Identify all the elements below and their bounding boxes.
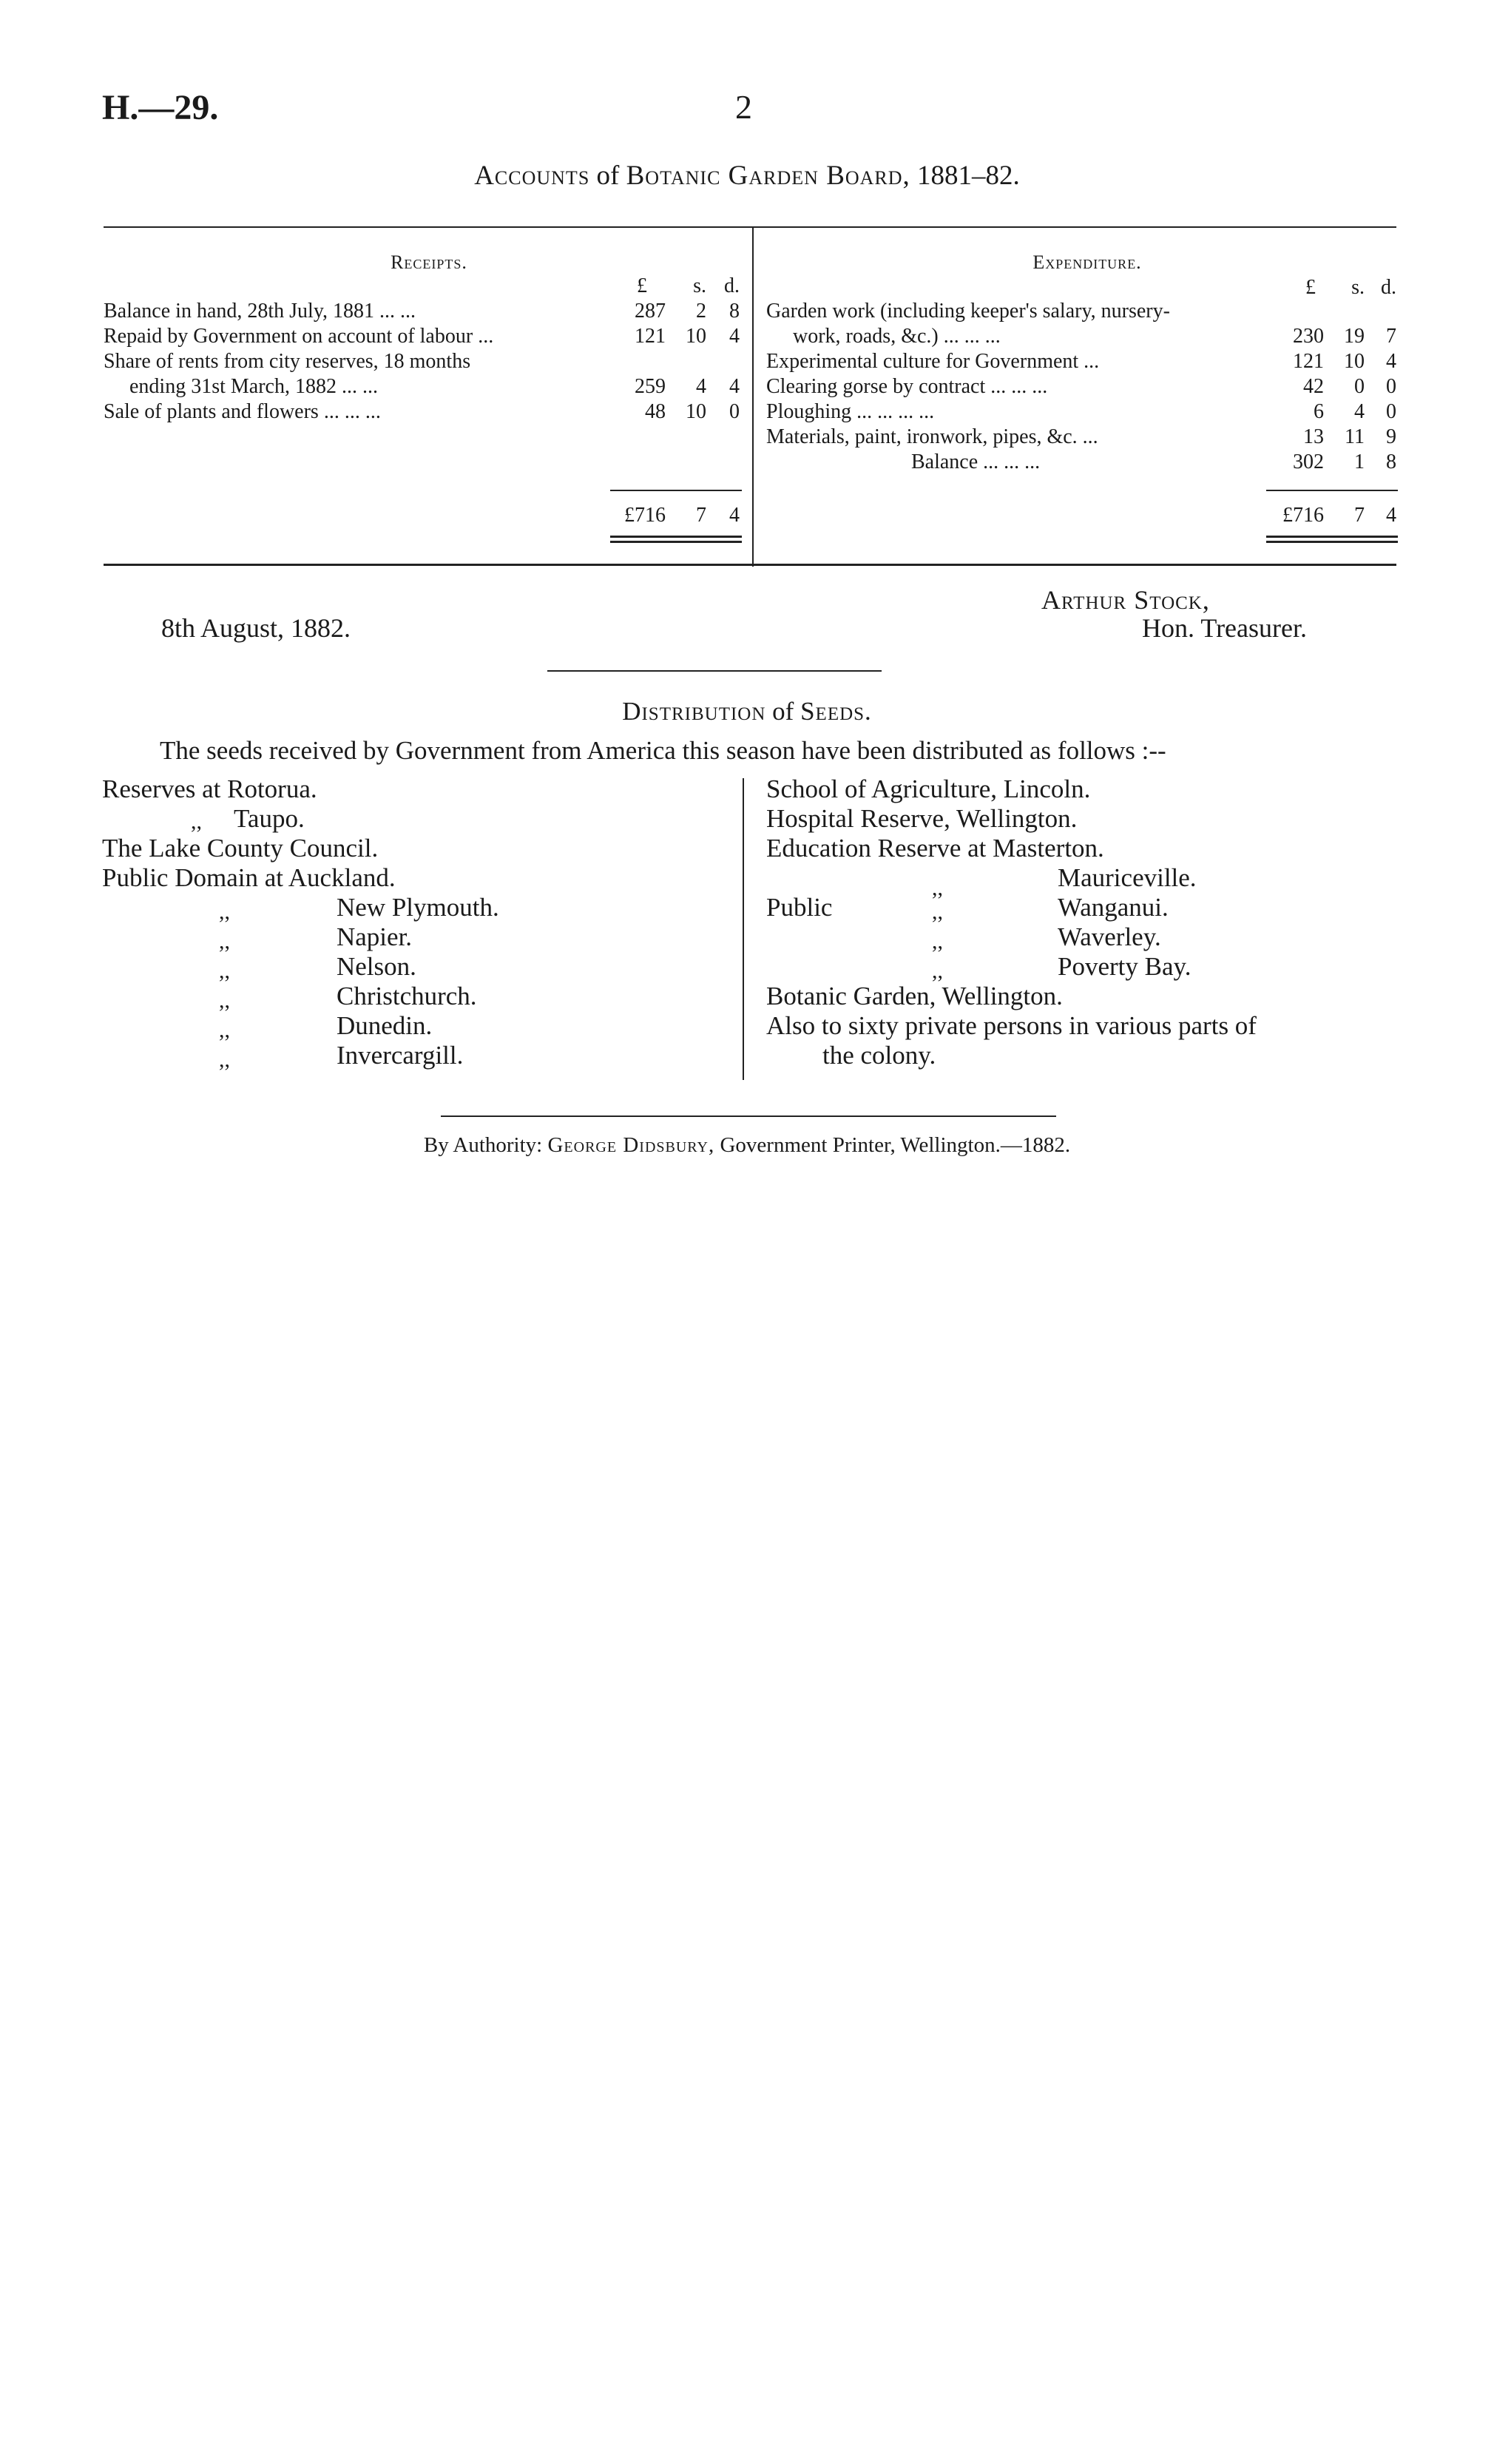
receipts-heading: Receipts. xyxy=(391,252,467,273)
expenditure-double-rule-bottom xyxy=(1266,541,1398,543)
page-title xyxy=(0,160,1494,192)
list-item: Hospital Reserve, Wellington. xyxy=(766,804,1078,833)
list-item: Poverty Bay. xyxy=(1058,952,1192,981)
imprint-rest: Government Printer, Wellington.—1882. xyxy=(720,1133,1071,1157)
title-main: Botanic Garden Board, xyxy=(626,161,910,191)
table-top-rule xyxy=(104,226,1396,228)
public-label: Public xyxy=(766,893,833,922)
expenditure-total-shillings: 7 xyxy=(1354,504,1365,527)
ditto-mark: ,, xyxy=(932,959,943,983)
expenditure-row-label: Ploughing ... ... ... ... xyxy=(766,400,935,423)
receipt-row-shillings: 4 xyxy=(696,375,706,398)
receipts-pound-header: £ xyxy=(637,274,647,297)
receipt-row-pounds: 287 xyxy=(635,300,666,323)
receipts-total-pounds: £716 xyxy=(624,504,666,527)
ditto-mark: ,, xyxy=(191,809,202,834)
footer-divider xyxy=(441,1115,1056,1117)
distribution-column-divider xyxy=(743,778,744,1080)
expenditure-total-pence: 4 xyxy=(1386,504,1396,527)
expenditure-row-label: work, roads, &c.) ... ... ... xyxy=(793,325,1001,348)
ditto-mark: ,, xyxy=(219,988,230,1013)
expenditure-row-label: Experimental culture for Government ... xyxy=(766,350,1100,373)
expenditure-row-pounds: 42 xyxy=(1303,375,1324,398)
expenditure-row-shillings: 1 xyxy=(1354,450,1365,473)
receipt-row-pounds: 48 xyxy=(645,400,666,423)
ditto-mark: ,, xyxy=(219,959,230,983)
ditto-mark: ,, xyxy=(219,1018,230,1042)
receipt-row-label: Repaid by Government on account of labour ... xyxy=(104,325,494,348)
ditto-mark: ,, xyxy=(219,929,230,953)
expenditure-row-label: Materials, paint, ironwork, pipes, &c. ... xyxy=(766,425,1098,448)
list-item: Public Domain at Auckland. xyxy=(102,863,396,892)
distribution-intro: The seeds received by Government from America this season have been distributed as follows :-- xyxy=(160,736,1166,765)
receipt-row-pounds: 121 xyxy=(635,325,666,348)
receipt-row-pence: 4 xyxy=(729,325,740,348)
ditto-mark: ,, xyxy=(932,929,943,953)
receipts-shilling-header: s. xyxy=(693,274,706,297)
receipt-row-label: Sale of plants and flowers ... ... ... xyxy=(104,400,381,423)
distribution-title-of: of xyxy=(772,697,794,726)
list-item: Wanganui. xyxy=(1058,893,1169,922)
receipt-row-shillings: 10 xyxy=(686,325,706,348)
list-item: The Lake County Council. xyxy=(102,834,379,863)
list-item: the colony. xyxy=(822,1041,936,1070)
expenditure-row-pounds: 13 xyxy=(1303,425,1324,448)
receipt-row-shillings: 2 xyxy=(696,300,706,323)
expenditure-row-pounds: 121 xyxy=(1293,350,1324,373)
document-code: H.—29. xyxy=(102,88,219,127)
expenditure-row-pounds: 230 xyxy=(1293,325,1324,348)
expenditure-row-pounds: 6 xyxy=(1314,400,1324,423)
receipts-total-shillings: 7 xyxy=(696,504,706,527)
receipt-row-pence: 8 xyxy=(729,300,740,323)
receipts-double-rule-top xyxy=(610,536,742,538)
list-item: Reserves at Rotorua. xyxy=(102,774,317,803)
list-item: New Plymouth. xyxy=(337,893,499,922)
list-item: Mauriceville. xyxy=(1058,863,1197,892)
list-item: School of Agriculture, Lincoln. xyxy=(766,774,1091,803)
expenditure-row-label: Balance ... ... ... xyxy=(911,450,1041,473)
expenditure-pence-header: d. xyxy=(1381,276,1396,299)
receipt-row-pence: 4 xyxy=(729,375,740,398)
expenditure-row-pence: 9 xyxy=(1386,425,1396,448)
list-item: Nelson. xyxy=(337,952,416,981)
receipt-row-pence: 0 xyxy=(729,400,740,423)
ditto-mark: ,, xyxy=(932,899,943,924)
section-divider xyxy=(547,670,882,672)
signature-date: 8th August, 1882. xyxy=(161,613,351,643)
page-number: 2 xyxy=(735,88,752,126)
expenditure-double-rule-top xyxy=(1266,536,1398,538)
expenditure-row-pence: 4 xyxy=(1386,350,1396,373)
expenditure-row-pence: 8 xyxy=(1386,450,1396,473)
imprint-prefix: By Authority: xyxy=(423,1133,543,1157)
receipt-row-label: Share of rents from city reserves, 18 months xyxy=(104,350,471,373)
receipts-total-rule xyxy=(610,490,742,491)
signature-title: Hon. Treasurer. xyxy=(1142,613,1307,643)
list-item: Also to sixty private persons in various parts of xyxy=(766,1011,1257,1040)
list-item: Botanic Garden, Wellington. xyxy=(766,982,1063,1010)
signature-name: Arthur Stock, xyxy=(1041,585,1210,615)
expenditure-row-label: Clearing gorse by contract ... ... ... xyxy=(766,375,1048,398)
receipt-row-label: Balance in hand, 28th July, 1881 ... ... xyxy=(104,300,416,323)
expenditure-row-shillings: 19 xyxy=(1344,325,1365,348)
title-prefix: Accounts xyxy=(474,161,590,191)
receipts-total-pence: 4 xyxy=(729,504,740,527)
distribution-title xyxy=(0,697,1494,726)
distribution-title-end: Seeds. xyxy=(800,697,872,726)
list-item: Napier. xyxy=(337,922,413,951)
list-item: Taupo. xyxy=(234,804,305,833)
expenditure-total-pounds: £716 xyxy=(1282,504,1324,527)
receipt-row-shillings: 10 xyxy=(686,400,706,423)
title-of: of xyxy=(596,161,620,191)
receipts-double-rule-bottom xyxy=(610,541,742,543)
list-item: Waverley. xyxy=(1058,922,1161,951)
ditto-mark: ,, xyxy=(932,876,943,900)
receipt-row-pounds: 259 xyxy=(635,375,666,398)
expenditure-row-shillings: 0 xyxy=(1354,375,1365,398)
imprint-printer: George Didsbury, xyxy=(547,1133,715,1157)
expenditure-row-shillings: 10 xyxy=(1344,350,1365,373)
list-item: Education Reserve at Masterton. xyxy=(766,834,1104,863)
expenditure-shilling-header: s. xyxy=(1351,276,1365,299)
expenditure-total-rule xyxy=(1266,490,1398,491)
printer-imprint xyxy=(0,1133,1494,1158)
distribution-title-main: Distribution xyxy=(622,697,766,726)
list-item: Dunedin. xyxy=(337,1011,433,1040)
expenditure-pound-header: £ xyxy=(1305,276,1316,299)
expenditure-row-pence: 7 xyxy=(1386,325,1396,348)
receipts-pence-header: d. xyxy=(724,274,740,297)
list-item: Christchurch. xyxy=(337,982,477,1010)
expenditure-row-label: Garden work (including keeper's salary, nursery- xyxy=(766,300,1170,323)
expenditure-heading: Expenditure. xyxy=(1032,252,1142,273)
expenditure-row-shillings: 11 xyxy=(1345,425,1365,448)
ditto-mark: ,, xyxy=(219,1047,230,1072)
ditto-mark: ,, xyxy=(219,899,230,924)
expenditure-row-pence: 0 xyxy=(1386,400,1396,423)
table-column-divider xyxy=(752,226,754,567)
title-year: 1881–82. xyxy=(917,161,1020,191)
table-bottom-rule xyxy=(104,564,1396,566)
expenditure-row-pence: 0 xyxy=(1386,375,1396,398)
expenditure-row-shillings: 4 xyxy=(1354,400,1365,423)
list-item: Invercargill. xyxy=(337,1041,464,1070)
expenditure-row-pounds: 302 xyxy=(1293,450,1324,473)
receipt-row-label: ending 31st March, 1882 ... ... xyxy=(129,375,378,398)
